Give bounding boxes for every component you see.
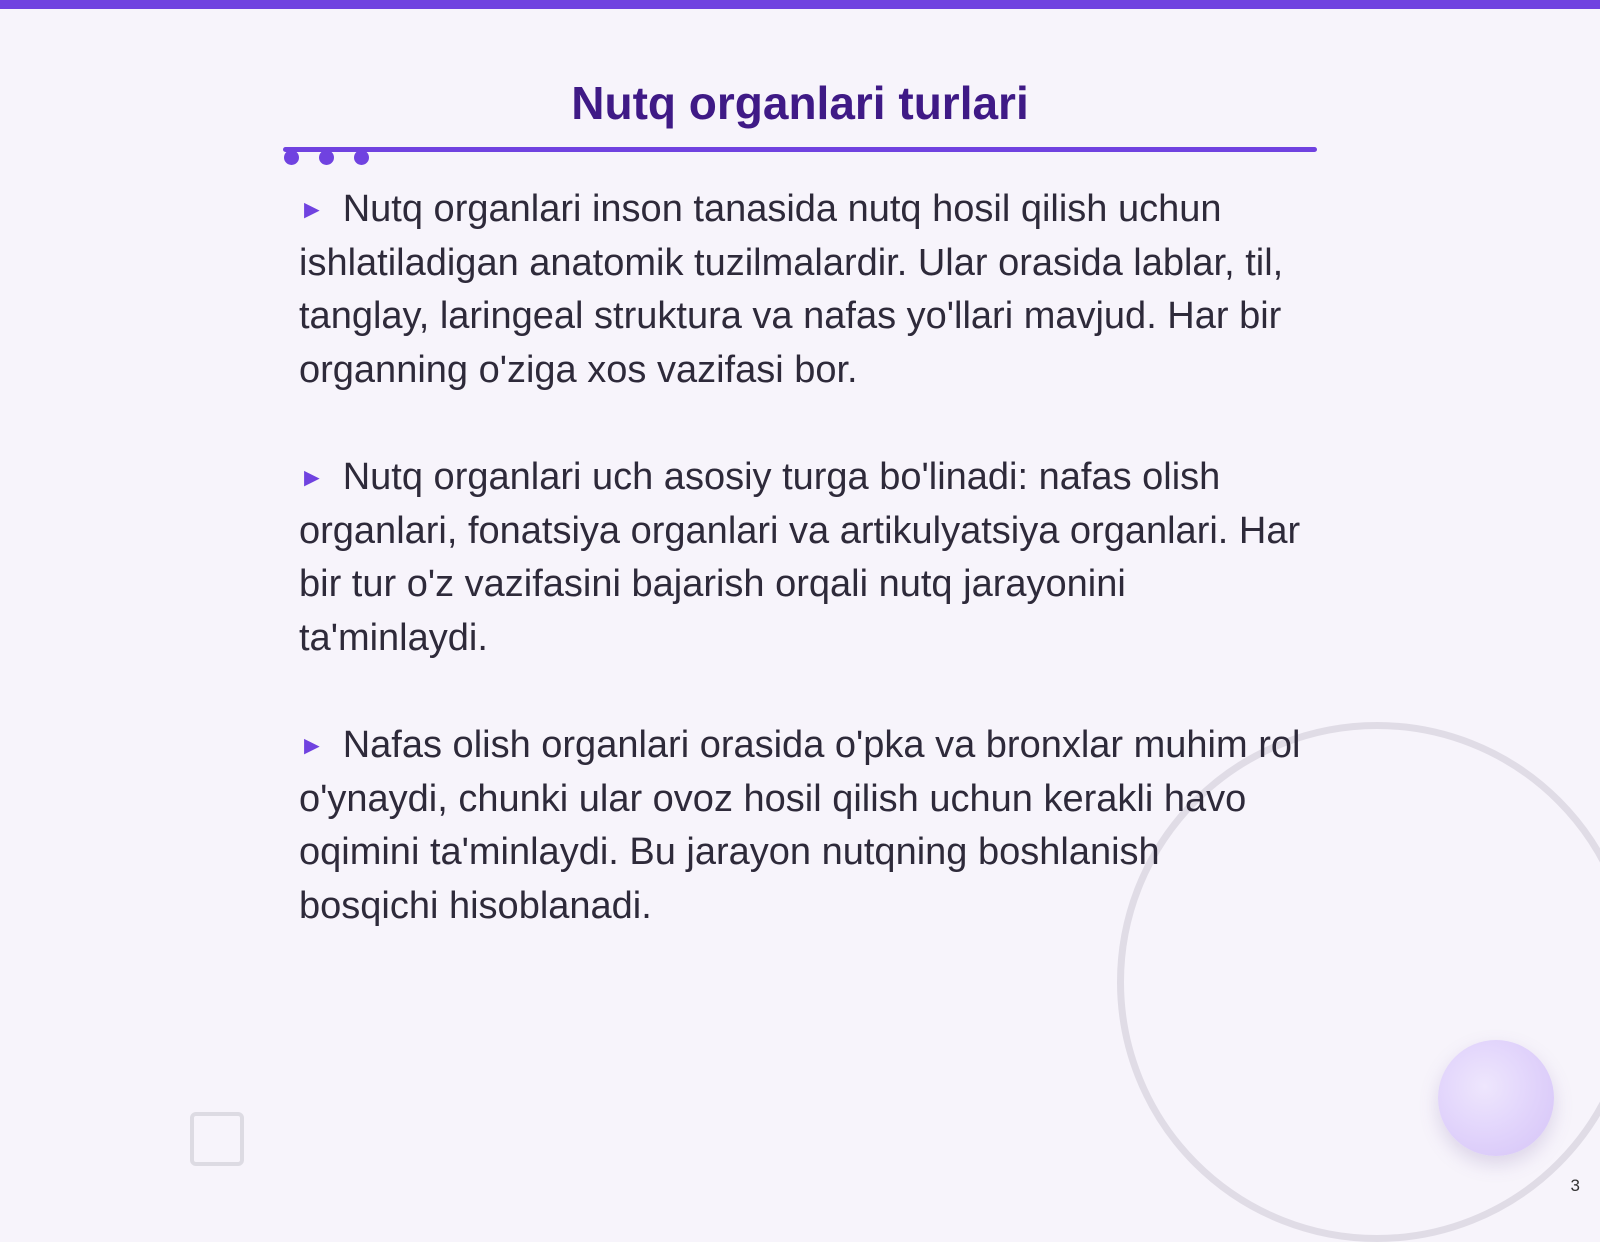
bullet-item: [299, 451, 1309, 665]
bullet-item: [299, 719, 1309, 933]
top-accent-bar: [0, 0, 1600, 9]
title-underline: [283, 147, 1317, 152]
underline-dot: [284, 150, 299, 165]
bullet-text: Nafas olish organlari orasida o'pka va bronxlar muhim rol o'ynaydi, chunki ular ovoz hosil qilish uchun kerakli havo oqimini ta'minlaydi. Bu jarayon nutqning boshlanish bosqichi hisoblanadi.: [299, 724, 1301, 927]
bullet-item: [299, 183, 1309, 397]
decorative-square: [190, 1112, 244, 1166]
triangle-bullet-icon: ►: [299, 462, 325, 492]
bullet-text: Nutq organlari inson tanasida nutq hosil qilish uchun ishlatiladigan anatomik tuzilmalardir. Ular orasida lablar, til, tanglay, laringeal struktura va nafas yo'llari mavjud. Har bir organning o'ziga xos vazifasi bor.: [299, 188, 1284, 391]
triangle-bullet-icon: ►: [299, 194, 325, 224]
slide-title: Nutq organlari turlari: [571, 77, 1029, 129]
page-number: 3: [1570, 1176, 1580, 1195]
underline-dot: [354, 150, 369, 165]
decorative-bubble: [1438, 1040, 1554, 1156]
bullet-list: [299, 183, 1309, 987]
bullet-text: Nutq organlari uch asosiy turga bo'linadi: nafas olish organlari, fonatsiya organlari va artikulyatsiya organlari. Har bir tur o'z vazifasini bajarish orqali nutq jarayonini ta'minlaydi.: [299, 456, 1301, 659]
triangle-bullet-icon: ►: [299, 730, 325, 760]
underline-dot: [319, 150, 334, 165]
